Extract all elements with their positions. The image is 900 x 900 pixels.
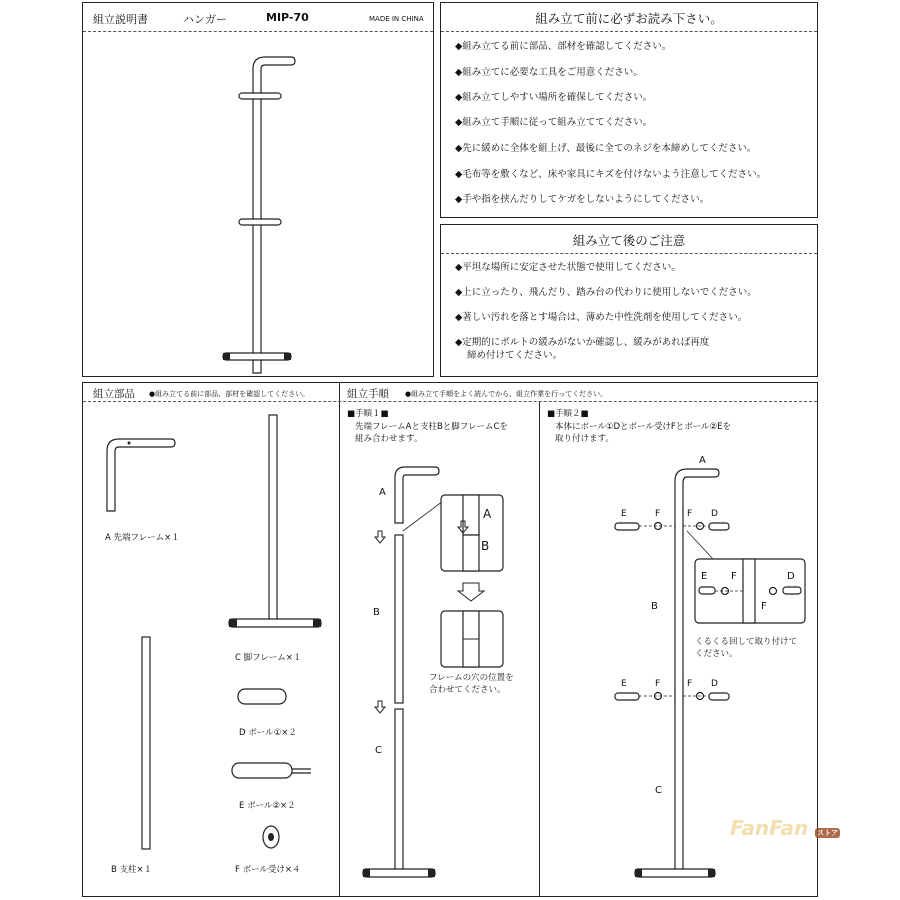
step2-text: 取り付けます。 xyxy=(555,434,614,444)
part-d-caption: D ボール①×２ xyxy=(239,728,297,738)
step2-label-f-upper2: F xyxy=(687,509,693,519)
step1-label-b2: B xyxy=(481,539,490,553)
overview-panel xyxy=(82,2,434,377)
step2-label-c: C xyxy=(655,785,662,796)
step2-label-e-upper: E xyxy=(621,509,627,519)
after-item: 締め付けてください。 xyxy=(467,350,563,361)
doc-title: 組立説明書 xyxy=(93,13,148,26)
watermark-sub: ストア xyxy=(817,829,838,837)
detail-label-f1: F xyxy=(731,571,737,582)
parts-title: 組立部品 xyxy=(93,388,135,400)
after-title: 組み立て後のご注意 xyxy=(572,233,686,248)
watermark-text: FanFan xyxy=(730,816,809,840)
after-divider xyxy=(441,253,817,254)
step2-label-b: B xyxy=(651,601,658,612)
detail-label-f2: F xyxy=(761,601,767,612)
before-title: 組み立て前に必ずお読み下さい。 xyxy=(535,11,723,26)
before-item: ◆組み立てしやすい場所を確保してください。 xyxy=(455,92,653,103)
step1-label-b1: B xyxy=(373,607,380,618)
made-in-label: MADE IN CHINA xyxy=(369,15,424,23)
bottom-panel xyxy=(82,382,818,897)
parts-note: ●組み立てる前に部品、部材を確認してください。 xyxy=(149,390,310,398)
steps-note: ●組み立て手順をよく読んでから、組立作業を行ってください。 xyxy=(405,390,608,398)
step1-title: ■手順１■ xyxy=(347,409,389,419)
before-item: ◆組み立てる前に部品、部材を確認してください。 xyxy=(455,41,672,52)
step2-note: ください。 xyxy=(695,649,738,659)
detail-label-d: D xyxy=(787,571,795,582)
step2-label-f-lower1: F xyxy=(655,679,661,689)
before-item: ◆手や指を挟んだりしてケガをしないようにしてください。 xyxy=(455,194,710,205)
after-assembly-panel xyxy=(440,224,818,377)
before-assembly-panel xyxy=(440,2,818,218)
step1-text: 組み合わせます。 xyxy=(355,434,423,444)
step1-label-c1: C xyxy=(375,745,382,756)
after-item: ◆上に立ったり、飛んだり、踏み台の代わりに使用しないでください。 xyxy=(455,287,757,298)
part-e-caption: E ボール②×２ xyxy=(239,801,296,811)
step2-note: くるくる回して取り付けて xyxy=(695,637,798,647)
step2-label-d-upper: D xyxy=(711,509,718,519)
after-item: ◆平坦な場所に安定させた状態で使用してください。 xyxy=(455,262,681,273)
step2-label-f-upper1: F xyxy=(655,509,661,519)
step2-label-d-lower: D xyxy=(711,679,718,689)
step2-label-e-lower: E xyxy=(621,679,627,689)
before-divider xyxy=(441,31,817,32)
steps-title: 組立手順 xyxy=(347,388,389,400)
step1-label-a2: A xyxy=(483,507,492,521)
part-c-caption: C 脚フレーム×１ xyxy=(235,653,302,663)
detail-label-e: E xyxy=(701,571,708,582)
before-item: ◆組み立てに必要な工具をご用意ください。 xyxy=(455,67,643,78)
model-number: MIP-70 xyxy=(266,11,309,24)
product-name: ハンガー xyxy=(183,13,227,26)
step1-note: 合わせてください。 xyxy=(429,685,506,695)
step2-text: 本体にボール①Dとボール受けFとボール②Eを xyxy=(555,422,732,432)
before-item: ◆組み立て手順に従って組み立ててください。 xyxy=(455,117,653,128)
watermark-logo xyxy=(730,816,840,840)
after-item: ◆著しい汚れを落とす場合は、薄めた中性洗剤を使用してください。 xyxy=(455,312,748,323)
step2-title: ■手順２■ xyxy=(547,409,589,419)
step1-text: 先端フレームAと支柱Bと脚フレームCを xyxy=(355,422,508,432)
part-a-caption: A 先端フレーム×１ xyxy=(105,533,180,543)
before-item: ◆毛布等を敷くなど、床や家具にキズを付けないよう注意してください。 xyxy=(455,169,767,180)
after-item: ◆定期的にボルトの緩みがないか確認し、緩みがあれば再度 xyxy=(455,337,710,348)
step1-label-a1: A xyxy=(379,487,386,498)
step2-label-a: A xyxy=(699,455,706,466)
part-b-caption: B 支柱×１ xyxy=(111,865,153,875)
part-f-caption: F ボール受け×４ xyxy=(235,865,301,875)
step2-label-f-lower2: F xyxy=(687,679,693,689)
hanger-overview-illustration xyxy=(83,3,435,378)
step1-note: フレームの穴の位置を xyxy=(429,673,514,683)
before-item: ◆先に緩めに全体を組上げ、最後に全てのネジを本締めしてください。 xyxy=(455,143,757,154)
